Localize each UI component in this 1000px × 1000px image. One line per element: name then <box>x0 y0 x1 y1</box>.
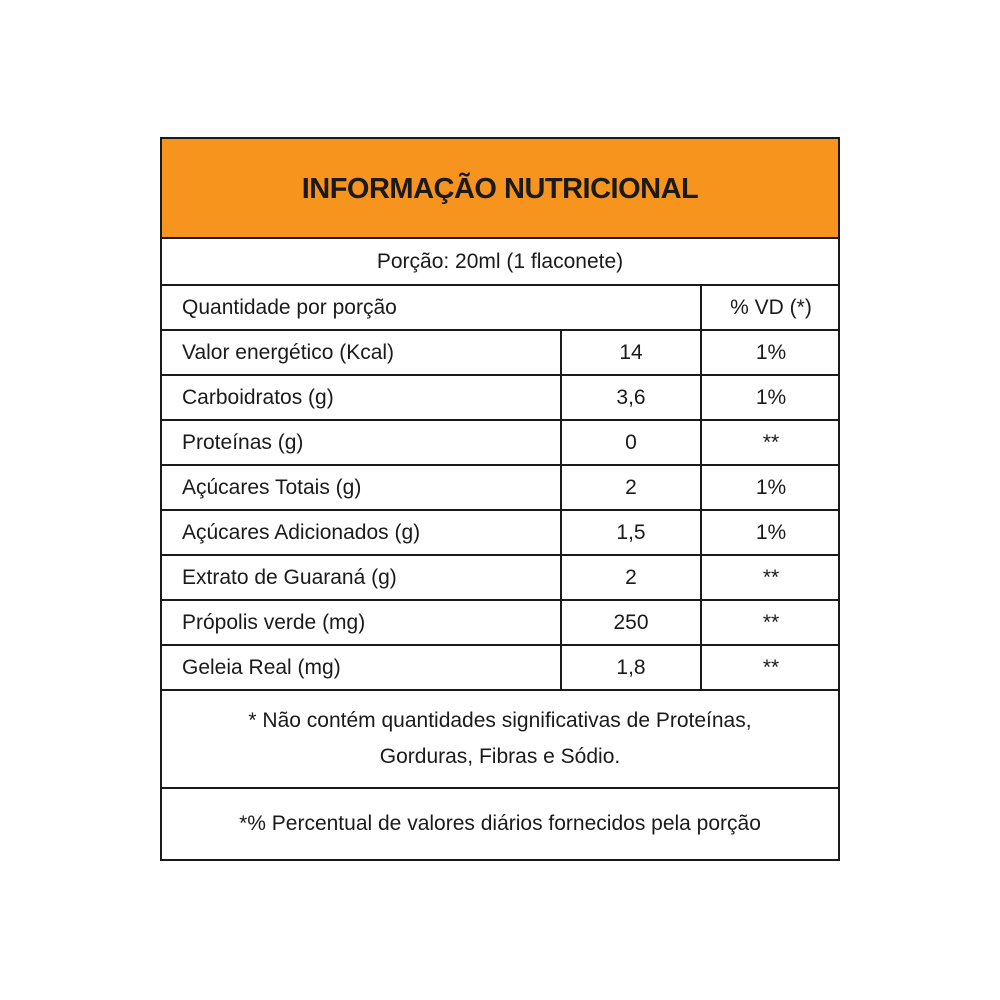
table-header <box>162 139 838 239</box>
table-title: INFORMAÇÃO NUTRICIONAL <box>301 172 699 205</box>
table-row <box>162 556 838 601</box>
daily-values-footnote: *% Percentual de valores diários fornecidos pela porção <box>239 812 761 835</box>
nutrient-daily-value: ** <box>700 421 840 464</box>
not-significant-note <box>162 691 838 789</box>
nutrient-daily-value: ** <box>700 601 840 644</box>
nutrient-daily-value: 1% <box>700 331 840 374</box>
nutrient-name: Própolis verde (mg) <box>182 611 366 634</box>
nutrient-amount: 1,5 <box>560 511 700 554</box>
nutrition-facts-table <box>160 137 840 861</box>
nutrient-name: Proteínas (g) <box>182 431 304 454</box>
nutrient-daily-value: 1% <box>700 466 840 509</box>
nutrient-rows <box>162 331 838 691</box>
nutrient-name: Geleia Real (mg) <box>182 656 341 679</box>
table-row <box>162 646 838 691</box>
table-row <box>162 466 838 511</box>
nutrient-amount: 3,6 <box>560 376 700 419</box>
nutrient-name: Extrato de Guaraná (g) <box>182 566 397 589</box>
portion-size: Porção: 20ml (1 flaconete) <box>162 239 838 286</box>
nutrient-amount: 1,8 <box>560 646 700 689</box>
table-row <box>162 511 838 556</box>
nutrient-amount: 2 <box>560 556 700 599</box>
not-significant-note-line2: Gorduras, Fibras e Sódio. <box>379 745 621 768</box>
nutrient-amount: 14 <box>560 331 700 374</box>
table-row <box>162 331 838 376</box>
table-row <box>162 601 838 646</box>
nutrient-name: Açúcares Totais (g) <box>182 476 362 499</box>
nutrient-amount: 250 <box>560 601 700 644</box>
nutrient-daily-value: ** <box>700 646 840 689</box>
nutrient-name: Carboidratos (g) <box>182 386 334 409</box>
nutrient-name: Valor energético (Kcal) <box>182 341 395 364</box>
table-row <box>162 376 838 421</box>
nutrient-daily-value: 1% <box>700 511 840 554</box>
column-header-row <box>162 286 838 331</box>
not-significant-note-line1: * Não contém quantidades significativas de Proteínas, <box>248 709 752 732</box>
nutrient-amount: 0 <box>560 421 700 464</box>
nutrient-name: Açúcares Adicionados (g) <box>182 521 421 544</box>
table-row <box>162 421 838 466</box>
nutrient-amount: 2 <box>560 466 700 509</box>
nutrient-daily-value: 1% <box>700 376 840 419</box>
daily-value-header: % VD (*) <box>700 286 840 329</box>
nutrient-daily-value: ** <box>700 556 840 599</box>
quantity-per-portion-label: Quantidade por porção <box>182 296 397 319</box>
